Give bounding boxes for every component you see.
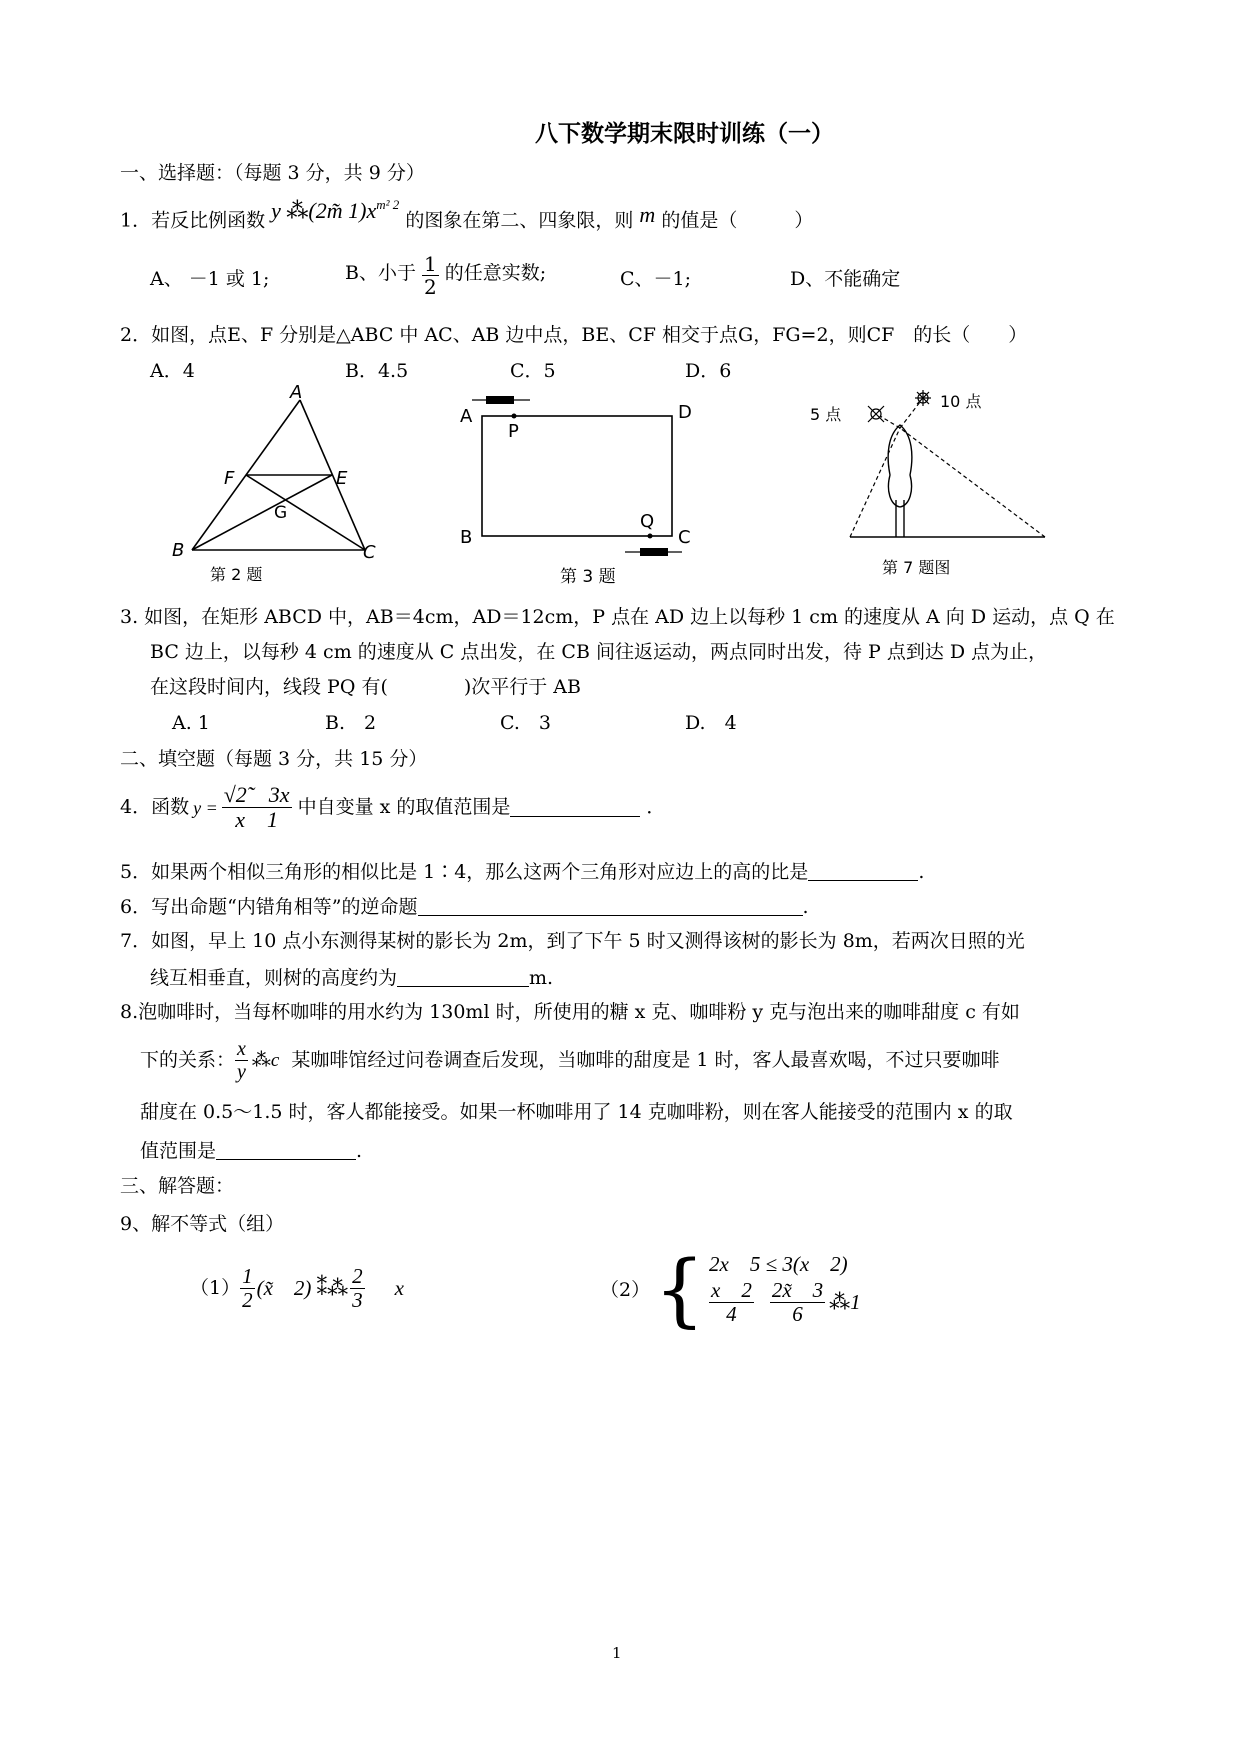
q9-part2-relation: ⁂1	[829, 1290, 861, 1314]
fig2-label-q: Q	[640, 511, 655, 532]
q1-option-b-pre: B、小于	[345, 261, 416, 284]
q9-part1-num2: 2	[352, 1264, 363, 1288]
q9-part2-den2: 6	[792, 1302, 803, 1326]
fig2-label-p: P	[508, 421, 519, 442]
fig2-label-b: B	[460, 527, 473, 548]
q4-prefix: 4．函数	[120, 796, 190, 819]
q9-part1-middle: (x̃ 2) ⁑⁂	[256, 1276, 349, 1301]
sun-icon-5	[868, 406, 884, 422]
fig1-caption: 第 2 题	[210, 565, 263, 584]
q9-part2-num1: x 2	[711, 1277, 752, 1302]
q9-part2-line1: 2x 5 ≤ 3(x 2)	[709, 1251, 848, 1276]
question-8-line4	[140, 1141, 362, 1161]
q3-option-b: B. 2	[325, 712, 377, 734]
question-7-line1: 7．如图，早上 10 点小东测得某树的影长为 2m，到了下午 5 时又测得该树的影长为 8m，若两次日照的光	[120, 930, 1025, 952]
figure-rectangle	[450, 385, 730, 595]
section-heading-fill: 二、填空题（每题 3 分，共 15 分）	[120, 748, 428, 770]
q1-option-b-den: 2	[424, 275, 437, 299]
q8-relation: ⁂c	[251, 1050, 280, 1071]
fig1-label-g: G	[274, 503, 288, 523]
q9-part1-den1: 2	[242, 1288, 253, 1313]
q1-option-a: A、 －1 或 1;	[150, 268, 270, 290]
q9-part2-num2: 2x̃ 3	[771, 1277, 824, 1302]
question-3-line1: 3. 如图，在矩形 ABCD 中，AB＝4cm，AD＝12cm，P 点在 AD 边上以每秒 1 cm 的速度从 A 向 D 运动，点 Q 在	[120, 606, 1115, 628]
figure-tree-shadow	[790, 380, 1060, 585]
q9-part2-fraction1	[709, 1279, 754, 1326]
q9-part1-label: （1）	[190, 1277, 241, 1300]
q1-option-d: D、不能确定	[790, 268, 901, 290]
q9-part2-line2	[709, 1279, 861, 1326]
question-7-line2	[150, 968, 553, 988]
q8-fraction	[235, 1038, 248, 1083]
question-8-line3: 甜度在 0.5～1.5 时，客人都能接受。如果一杯咖啡用了 14 克咖啡粉，则在客人能接受的范围内 x 的取	[140, 1101, 1013, 1123]
fig3-label-10: 10 点	[940, 392, 982, 411]
q8-end: .	[356, 1140, 363, 1162]
q4-lhs: y =	[193, 797, 218, 818]
q1-end: 的值是（ ）	[661, 209, 814, 232]
q2-option-a: A．4	[150, 360, 195, 382]
q1-expression: y ⁂(2m̃ 1)x	[271, 198, 377, 224]
q6-text: 6．写出命题“内错角相等”的逆命题	[120, 896, 418, 918]
fig2-caption: 第 3 题	[560, 567, 616, 587]
tree-icon	[888, 425, 912, 537]
fig1-label-c: C	[363, 542, 376, 563]
page-number: 1	[612, 1644, 622, 1662]
q4-post: 中自变量 x 的取值范围是	[297, 796, 511, 819]
q6-end: .	[802, 896, 809, 918]
q2-option-c: C．5	[510, 360, 556, 382]
q9-part2-label: （2）	[600, 1278, 651, 1301]
q9-part1-num1: 1	[242, 1264, 253, 1288]
q2-option-b: B．4.5	[345, 360, 409, 382]
q9-part2-fraction2	[770, 1279, 825, 1326]
fig1-label-f: F	[224, 468, 235, 489]
sun-icon-10	[915, 390, 931, 406]
question-6	[120, 897, 809, 917]
q9-part1	[190, 1265, 404, 1312]
question-1	[120, 197, 814, 232]
q8-num: x	[237, 1038, 246, 1060]
q1-post: 的图象在第二、四象限，则	[405, 209, 634, 232]
question-3-line3: 在这段时间内，线段 PQ 有( )次平行于 AB	[150, 676, 581, 698]
q1-option-b-num: 1	[424, 252, 437, 276]
fig2-label-c: C	[678, 527, 691, 548]
q8-line2-post: 某咖啡馆经过问卷调查后发现，当咖啡的甜度是 1 时，客人最喜欢喝，不过只要咖啡	[291, 1049, 1000, 1071]
q4-end: ．	[646, 796, 666, 819]
q8-den: y	[237, 1061, 246, 1083]
q7-line2-text: 线互相垂直，则树的高度约为	[150, 967, 398, 989]
q9-part1-fraction2	[350, 1265, 365, 1312]
q9-part1-den2: 3	[352, 1288, 363, 1313]
question-5	[120, 862, 924, 882]
question-3-line2: BC 边上，以每秒 4 cm 的速度从 C 点出发，在 CB 间往返运动，两点同时出发，待 P 点到达 D 点为止，	[150, 641, 1048, 663]
q8-answer-blank[interactable]	[216, 1141, 356, 1160]
q8-line2-pre: 下的关系：	[140, 1049, 236, 1071]
fig1-label-e: E	[336, 468, 348, 489]
q5-end: .	[918, 861, 925, 883]
q6-answer-blank[interactable]	[418, 897, 803, 916]
fig3-label-5: 5 点	[810, 405, 842, 424]
fig2-label-d: D	[678, 402, 692, 423]
question-2: 2．如图，点E、F 分别是△ABC 中 AC、AB 边中点，BE、CF 相交于点G，FG=2，则CF 的长（ ）	[120, 324, 1028, 346]
q5-text: 5．如果两个相似三角形的相似比是 1∶4，那么这两个三角形对应边上的高的比是	[120, 861, 809, 883]
q1-var: m	[639, 202, 656, 228]
q7-answer-blank[interactable]	[397, 968, 529, 987]
fig3-caption: 第 7 题图	[882, 558, 951, 577]
q9-part2-brace: {	[654, 1243, 705, 1336]
q4-num: √2̃ 3x	[223, 782, 290, 807]
q5-answer-blank[interactable]	[808, 862, 918, 881]
q1-prefix: 1．若反比例函数	[120, 209, 266, 232]
q4-den: x 1	[235, 807, 279, 833]
q9-part2-system	[709, 1251, 861, 1326]
q2-option-d: D．6	[685, 360, 732, 382]
q9-part1-fraction1	[240, 1265, 255, 1312]
q4-answer-blank[interactable]	[510, 798, 640, 817]
question-4	[120, 783, 665, 832]
q9-part2	[600, 1243, 861, 1336]
question-8-line2	[140, 1038, 1000, 1083]
page-title: 八下数学期末限时训练（一）	[535, 120, 834, 147]
fig2-label-a: A	[460, 406, 473, 427]
question-8-line1: 8.泡咖啡时，当每杯咖啡的用水约为 130ml 时，所使用的糖 x 克、咖啡粉 y 克与泡出来的咖啡甜度 c 有如	[120, 1001, 1020, 1023]
q9-part2-den1: 4	[726, 1302, 737, 1326]
fig1-label-b: B	[172, 540, 185, 561]
q1-option-c: C、－1;	[620, 268, 692, 290]
q9-part1-end: x	[394, 1276, 404, 1301]
q1-option-b	[345, 253, 546, 298]
question-9-title: 9、解不等式（组）	[120, 1213, 285, 1235]
section-heading-choice: 一、选择题：（每题 3 分，共 9 分）	[120, 162, 425, 184]
figure-triangle	[160, 380, 400, 590]
fig1-label-a: A	[290, 382, 303, 403]
q3-option-c: C. 3	[500, 712, 551, 734]
q7-end: m.	[529, 967, 554, 989]
q4-fraction	[222, 783, 292, 832]
q1-exponent: m² 2	[376, 197, 400, 212]
q3-option-a: A. 1	[172, 712, 210, 734]
q1-option-b-fraction	[422, 253, 439, 298]
q1-option-b-post: 的任意实数;	[444, 261, 547, 284]
q3-option-d: D. 4	[685, 712, 737, 734]
q8-line4-text: 值范围是	[140, 1140, 217, 1162]
section-heading-solve: 三、解答题：	[120, 1175, 235, 1197]
